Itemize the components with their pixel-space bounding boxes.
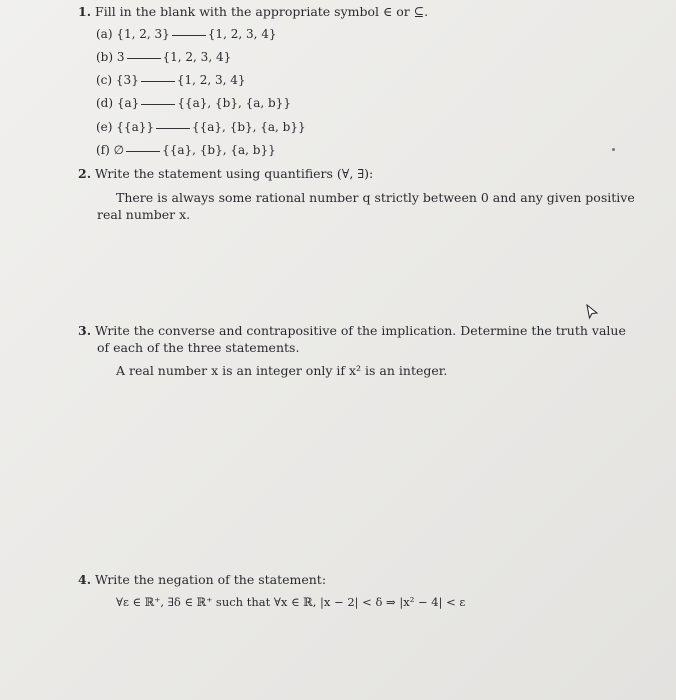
mouse-cursor-icon xyxy=(585,304,599,320)
answer-blank[interactable] xyxy=(156,127,190,129)
q1-item-c xyxy=(96,73,246,87)
question-1-header xyxy=(78,3,428,20)
paper-speck xyxy=(612,148,615,151)
question-3-statement: A real number x is an integer only if x² is an integer. xyxy=(116,363,448,378)
q1-item-b xyxy=(96,50,231,64)
question-1-number: 1. xyxy=(78,4,92,19)
q1-item-e xyxy=(96,120,306,134)
q1-item-f xyxy=(96,143,276,157)
item-label: (a) xyxy=(96,27,113,41)
item-right-set: {1, 2, 3, 4} xyxy=(162,50,232,64)
question-4-prompt: Write the negation of the statement: xyxy=(95,572,327,587)
question-2-statement-line2: real number x. xyxy=(97,207,191,222)
item-label: (f) xyxy=(96,143,110,157)
answer-blank[interactable] xyxy=(126,150,160,152)
question-3-number: 3. xyxy=(78,323,92,338)
item-label: (e) xyxy=(96,120,113,134)
item-left-set: {1, 2, 3} xyxy=(116,27,170,41)
question-4-number: 4. xyxy=(78,572,92,587)
question-2-statement-line1: There is always some rational number q strictly between 0 and any given positive xyxy=(116,190,635,205)
question-2-prompt: Write the statement using quantifiers (∀, ∃): xyxy=(95,166,374,181)
answer-blank[interactable] xyxy=(141,103,175,105)
question-3-prompt-line2: of each of the three statements. xyxy=(97,340,300,355)
item-label: (c) xyxy=(96,73,113,87)
answer-blank[interactable] xyxy=(141,80,175,82)
item-left-set: ∅ xyxy=(113,143,125,157)
item-right-set: {1, 2, 3, 4} xyxy=(176,73,246,87)
q1-item-d xyxy=(96,96,291,110)
item-label: (d) xyxy=(96,96,114,110)
item-right-set: {{a}, {b}, {a, b}} xyxy=(192,120,306,134)
question-3-header xyxy=(78,322,626,339)
item-left-set: {{a}} xyxy=(116,120,154,134)
question-3-prompt-line1: Write the converse and contrapositive of the implication. Determine the truth value xyxy=(95,323,626,338)
item-left-set: 3 xyxy=(116,50,125,64)
item-label: (b) xyxy=(96,50,114,64)
item-left-set: {3} xyxy=(115,73,139,87)
question-4-statement: ∀ε ∈ ℝ⁺, ∃δ ∈ ℝ⁺ such that ∀x ∈ ℝ, |x − 2| < δ ⇒ |x² − 4| < ε xyxy=(116,595,466,609)
answer-blank[interactable] xyxy=(127,57,161,59)
question-4-header xyxy=(78,571,326,588)
item-left-set: {a} xyxy=(116,96,140,110)
item-right-set: {{a}, {b}, {a, b}} xyxy=(177,96,291,110)
question-1-prompt: Fill in the blank with the appropriate symbol ∈ or ⊆. xyxy=(95,4,429,19)
item-right-set: {{a}, {b}, {a, b}} xyxy=(162,143,276,157)
answer-blank[interactable] xyxy=(172,34,206,36)
question-2-header xyxy=(78,165,373,182)
item-right-set: {1, 2, 3, 4} xyxy=(207,27,277,41)
q1-item-a xyxy=(96,27,277,41)
question-2-number: 2. xyxy=(78,166,92,181)
